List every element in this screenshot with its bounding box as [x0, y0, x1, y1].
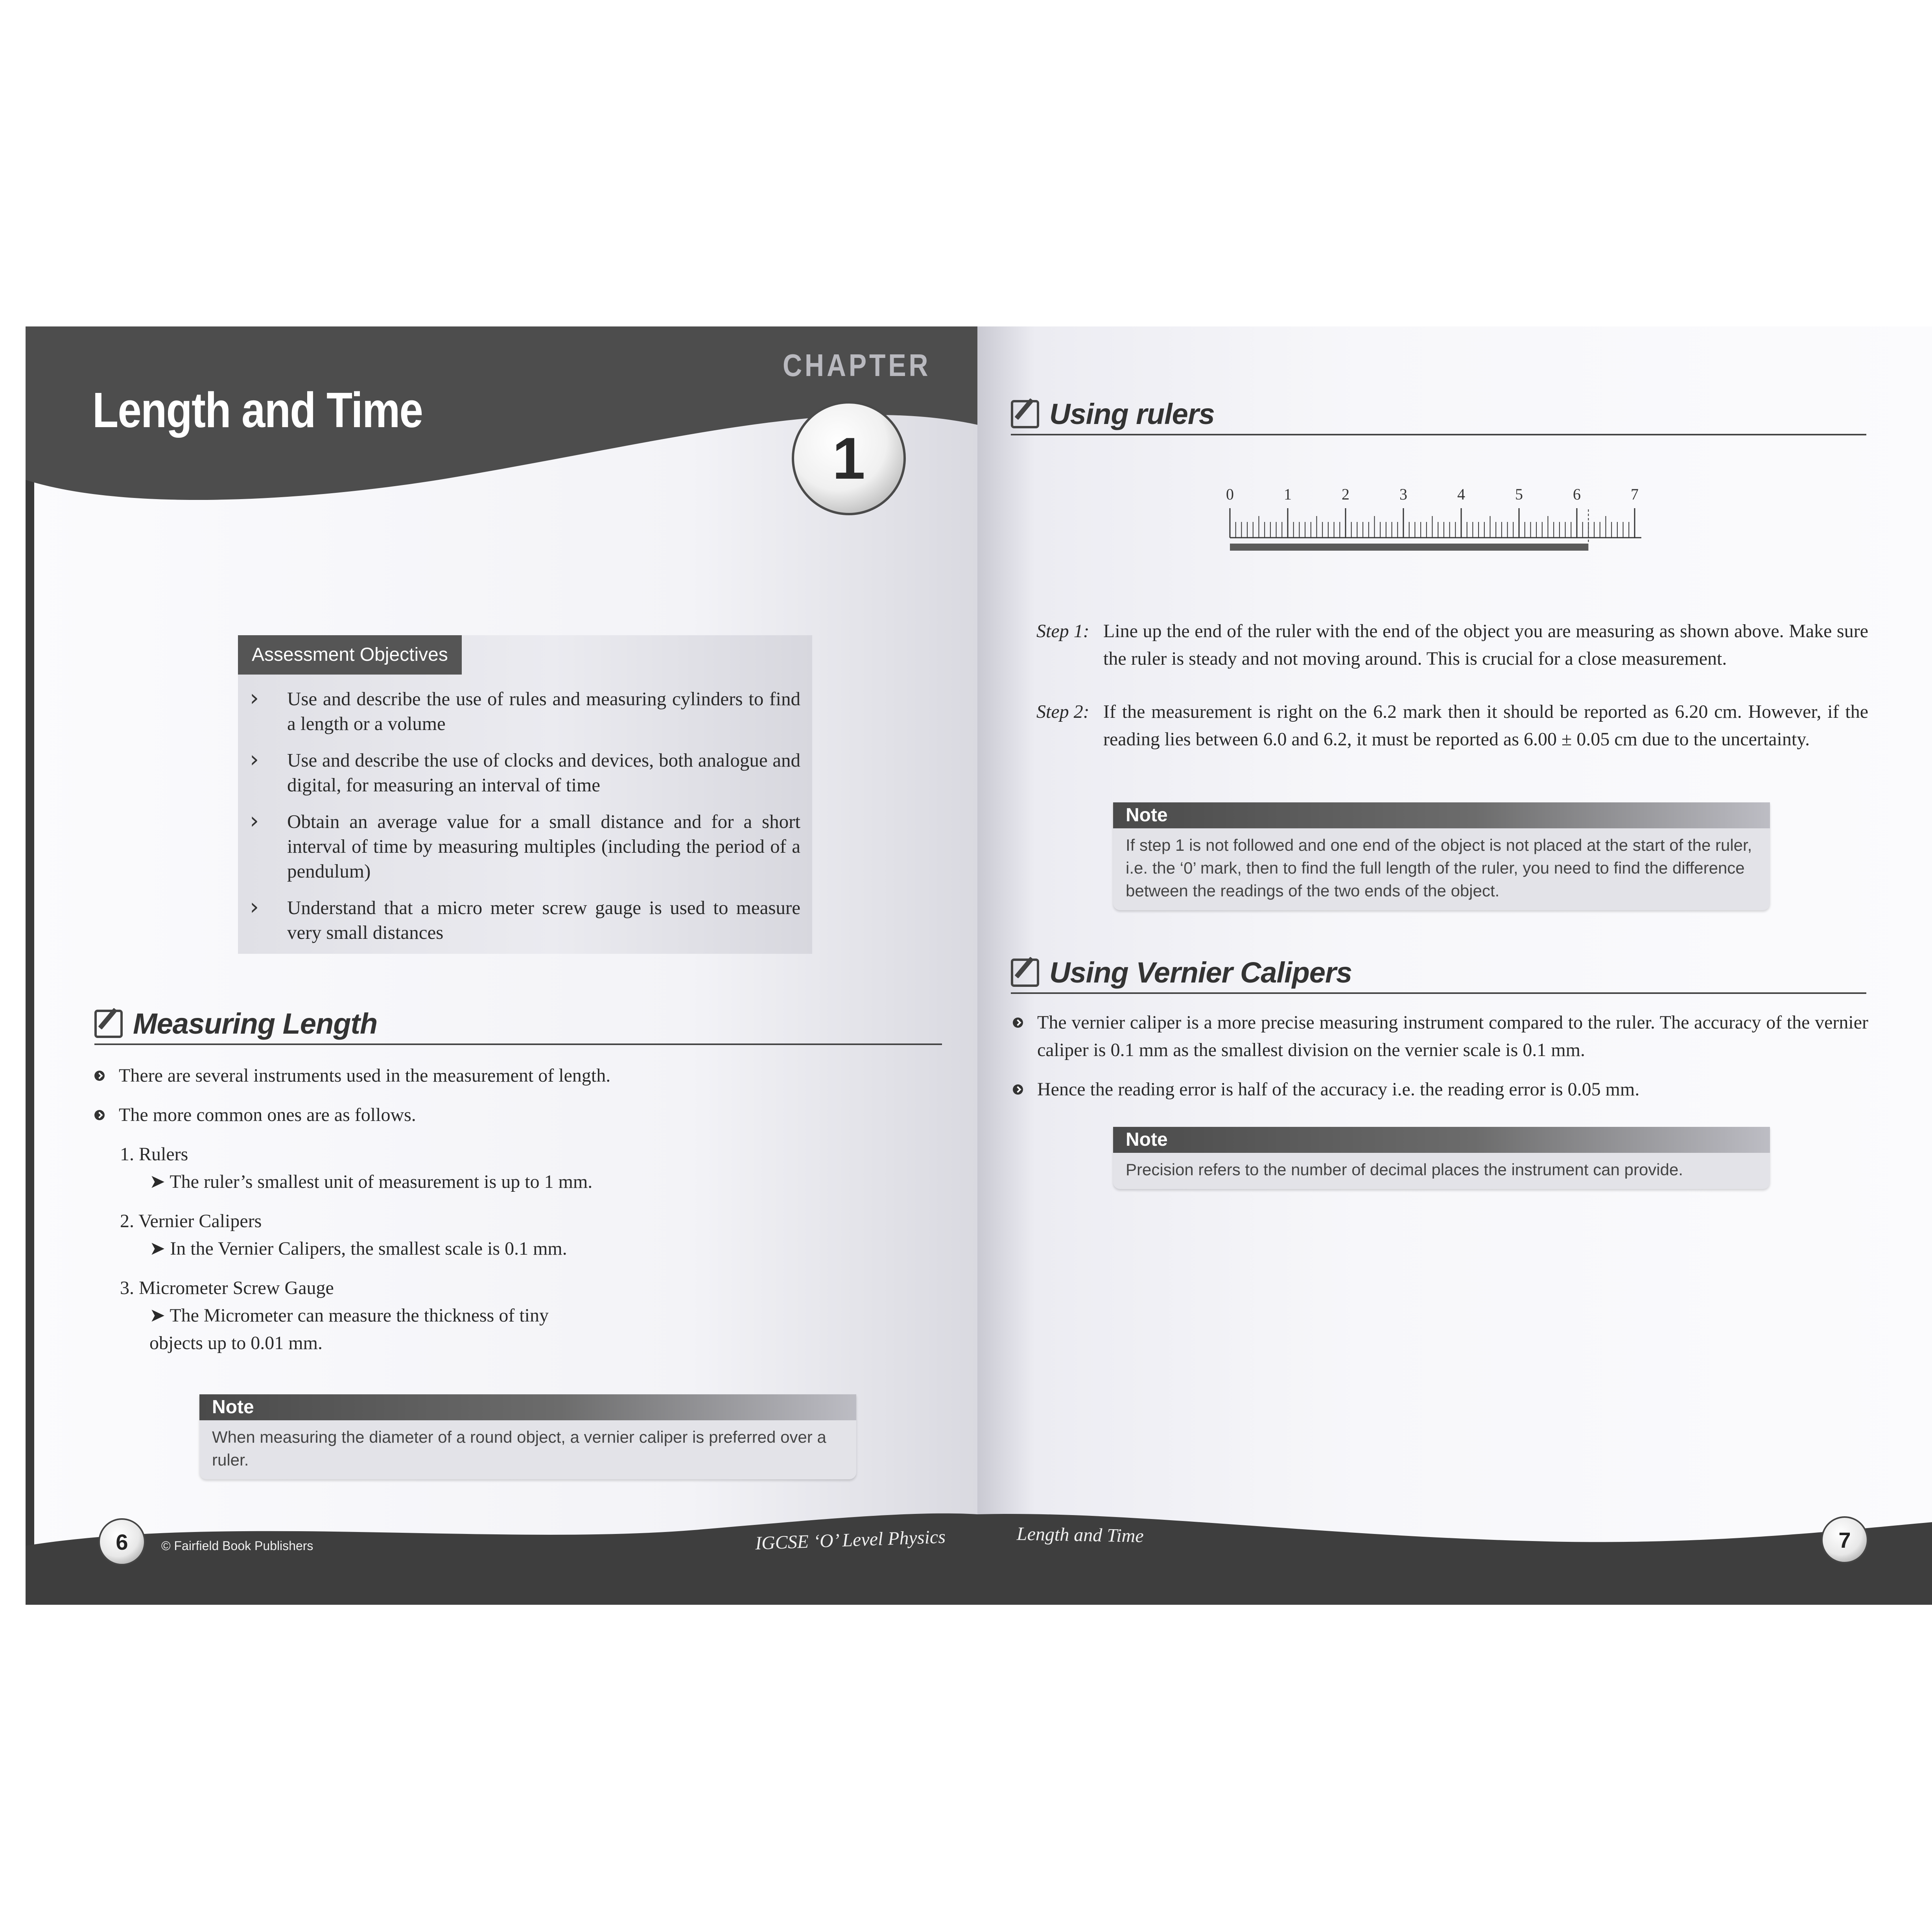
- step-label: Step 1:: [1036, 621, 1090, 642]
- edit-note-icon: [1011, 400, 1039, 428]
- edit-note-icon: [1011, 959, 1039, 987]
- note-text: Precision refers to the number of decimal places the instrument can provide.: [1126, 1160, 1683, 1179]
- ruler-labels: [1226, 485, 1639, 503]
- left-page: [26, 326, 977, 1605]
- instrument-number: 1.: [120, 1144, 134, 1165]
- instrument-name: Vernier Calipers: [138, 1211, 262, 1231]
- objective-item: › Understand that a micro meter screw gauge is used to measure very small distances: [250, 895, 800, 945]
- step-label: Step 2:: [1036, 701, 1090, 722]
- step-text: Line up the end of the ruler with the end of the object you are measuring as shown above. Make sure the ruler is steady and not moving around. This is crucial for a close measurement.: [1103, 621, 1868, 669]
- arrow-bullet-icon: ➤: [149, 1171, 170, 1192]
- bullet-item: The vernier caliper is a more precise measuring instrument compared to the ruler. The accuracy of the vernier caliper is 0.1 mm as the smallest division on the vernier scale is 0.1 mm.: [1013, 1009, 1868, 1064]
- footer-band: [977, 1499, 1932, 1605]
- ruler-label: 1: [1284, 485, 1292, 503]
- note-heading: Note: [199, 1394, 856, 1420]
- objective-item: › Obtain an average value for a small distance and for a short interval of time by measuring multiples (including the period of a pendulum): [250, 809, 800, 883]
- chapter-title: Length and Time: [92, 382, 423, 438]
- ruler-label: 7: [1631, 485, 1639, 503]
- ruler-label: 0: [1226, 485, 1234, 503]
- chapter-number-badge: [792, 401, 906, 515]
- section-title: Using Vernier Calipers: [1049, 956, 1352, 989]
- note-box: [199, 1394, 856, 1479]
- publisher-credit: © Fairfield Book Publishers: [161, 1539, 313, 1553]
- edit-note-icon: [94, 1010, 123, 1038]
- objective-item: › Use and describe the use of rules and measuring cylinders to find a length or a volume: [250, 686, 800, 736]
- objective-item: › Use and describe the use of clocks and devices, both analogue and digital, for measuring an interval of time: [250, 748, 800, 797]
- arrow-bullet-icon: ➤: [149, 1238, 170, 1259]
- chapter-label: CHAPTER: [783, 348, 931, 383]
- objectives-heading: Assessment Objectives: [238, 635, 462, 675]
- book-spread: [0, 326, 1932, 1605]
- ruler-label: 6: [1573, 485, 1581, 503]
- instrument-detail-row: [149, 1168, 920, 1196]
- ruler-diagram: [1221, 478, 1654, 551]
- ruler-label: 3: [1399, 485, 1407, 503]
- right-page: [977, 326, 1932, 1605]
- instrument-item: [120, 1208, 920, 1235]
- step-2: [1036, 698, 1868, 753]
- note-text: When measuring the diameter of a round object, a vernier caliper is preferred over a ruler.: [212, 1428, 826, 1469]
- bullet-item: There are several instruments used in the measurement of length.: [94, 1062, 920, 1090]
- book-title-footer: IGCSE ‘O’ Level Physics: [755, 1526, 946, 1554]
- instrument-detail-row: [149, 1235, 920, 1263]
- section-title: Using rulers: [1049, 398, 1215, 430]
- note-box: [1113, 802, 1770, 910]
- section-heading-measuring: [94, 1007, 942, 1045]
- bullet-item: Hence the reading error is half of the accuracy i.e. the reading error is 0.05 mm.: [1013, 1076, 1868, 1103]
- step-1: [1036, 618, 1868, 673]
- ruler-label: 2: [1342, 485, 1349, 503]
- instrument-detail: The ruler’s smallest unit of measurement is up to 1 mm.: [170, 1171, 593, 1192]
- page-number-badge: 6: [98, 1518, 146, 1565]
- instrument-name: Rulers: [139, 1144, 188, 1165]
- step-text: If the measurement is right on the 6.2 mark then it should be reported as 6.20 cm. However, if the reading lies between 6.0 and 6.2, it must be reported as 6.00 ± 0.05 cm due to the uncertainty.: [1103, 701, 1868, 750]
- measured-object-bar: [1230, 544, 1588, 551]
- instrument-detail-row: [149, 1302, 590, 1357]
- instrument-number: 3.: [120, 1278, 134, 1298]
- instrument-list: [120, 1141, 920, 1357]
- running-title-footer: Length and Time: [1016, 1523, 1144, 1547]
- instrument-number: 2.: [120, 1211, 134, 1231]
- note-box: [1113, 1127, 1770, 1189]
- instrument-detail: The Micrometer can measure the thickness of tiny objects up to 0.01 mm.: [149, 1305, 549, 1353]
- objectives-list: [250, 686, 800, 957]
- instrument-item: [120, 1141, 920, 1168]
- ruler-label: 5: [1515, 485, 1523, 503]
- section-heading-rulers: [1011, 397, 1866, 435]
- assessment-objectives-box: [238, 635, 812, 954]
- chapter-number: 1: [832, 425, 865, 491]
- bullet-item: The more common ones are as follows.: [94, 1101, 920, 1129]
- instrument-detail: In the Vernier Calipers, the smallest scale is 0.1 mm.: [170, 1238, 567, 1259]
- section-heading-vernier: [1011, 956, 1866, 994]
- vernier-body: [1013, 1009, 1868, 1103]
- ruler-label: 4: [1457, 485, 1465, 503]
- note-heading: Note: [1113, 1127, 1770, 1153]
- instrument-item: [120, 1274, 920, 1302]
- page-number-badge: 7: [1821, 1516, 1868, 1563]
- arrow-bullet-icon: ➤: [149, 1305, 170, 1326]
- measuring-body: [94, 1062, 920, 1357]
- note-heading: Note: [1113, 802, 1770, 828]
- section-title: Measuring Length: [133, 1007, 378, 1040]
- note-text: If step 1 is not followed and one end of the object is not placed at the start of the ruler, i.e. the ‘0’ mark, then to find the full length of the ruler, you need to find the difference between the readings of the two ends of the object.: [1126, 836, 1752, 900]
- instrument-name: Micrometer Screw Gauge: [139, 1278, 334, 1298]
